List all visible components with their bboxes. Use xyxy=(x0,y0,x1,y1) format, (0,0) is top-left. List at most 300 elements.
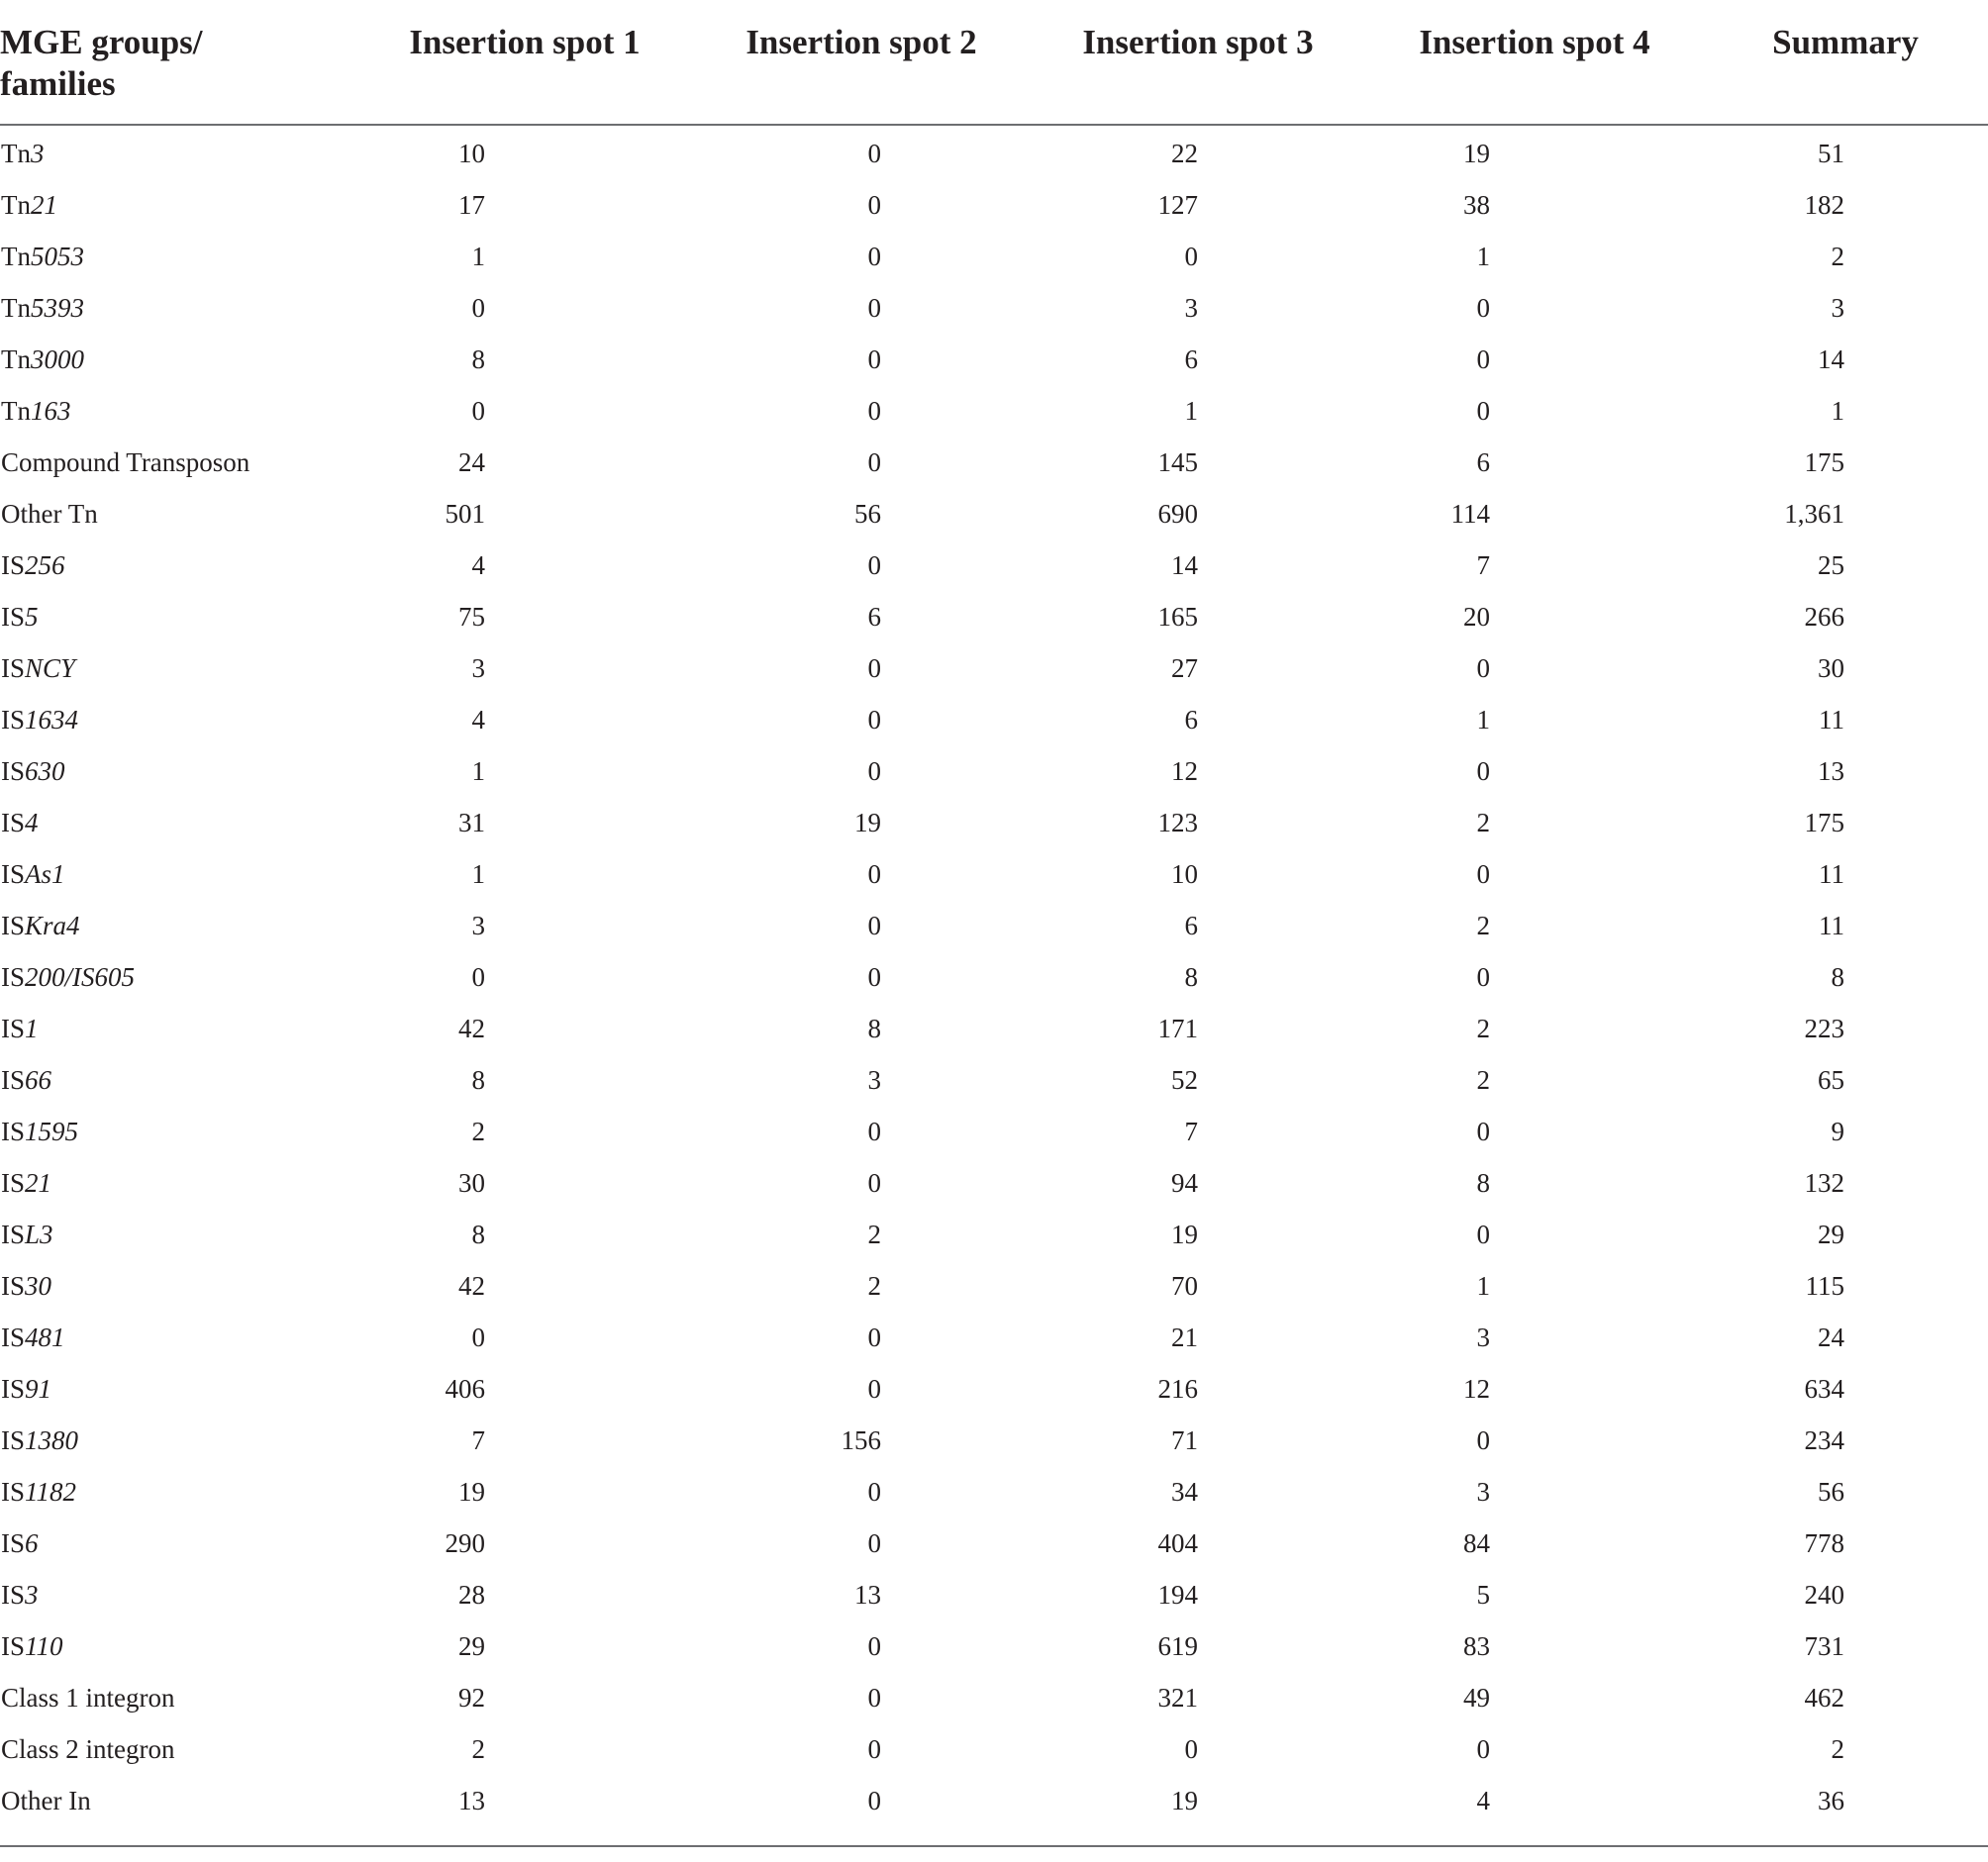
row-mge-name xyxy=(0,1157,356,1209)
table-row xyxy=(0,488,1988,539)
insertion-spot-3-value: 8 xyxy=(1184,961,1198,992)
insertion-spot-1-value: 7 xyxy=(471,1424,485,1455)
insertion-spot-2-value: 0 xyxy=(867,241,881,271)
mge-name-suffix: 630 xyxy=(25,755,65,786)
row-mge-name xyxy=(0,1672,356,1723)
table-row xyxy=(0,694,1988,745)
insertion-spot-4-value: 0 xyxy=(1476,343,1490,374)
insertion-spot-4-value: 0 xyxy=(1476,292,1490,323)
mge-name-prefix: IS xyxy=(1,1219,26,1249)
insertion-spot-2-value: 0 xyxy=(867,1116,881,1146)
table-row xyxy=(0,1672,1988,1723)
insertion-spot-2-value: 0 xyxy=(867,755,881,786)
insertion-spot-2-value: 0 xyxy=(867,704,881,735)
insertion-spot-4-value: 0 xyxy=(1476,755,1490,786)
table-row xyxy=(0,179,1988,231)
insertion-spot-3-value: 70 xyxy=(1171,1270,1198,1301)
summary-value: 30 xyxy=(1818,652,1844,683)
row-mge-name xyxy=(0,591,356,642)
insertion-spot-4-value: 49 xyxy=(1463,1682,1490,1713)
table-body xyxy=(0,125,1988,1826)
insertion-spot-3-value: 6 xyxy=(1184,343,1198,374)
mge-name-prefix: IS xyxy=(1,858,26,889)
table-row xyxy=(0,334,1988,385)
summary-value: 115 xyxy=(1805,1270,1844,1301)
table-row xyxy=(0,1054,1988,1106)
insertion-spot-4-value: 12 xyxy=(1463,1373,1490,1404)
mge-name-prefix: Other Tn xyxy=(1,498,98,529)
mge-name-suffix: 3 xyxy=(25,1579,39,1610)
insertion-spot-1-value: 42 xyxy=(458,1013,485,1043)
header-insertion-spot-3: Insertion spot 3 xyxy=(1030,0,1366,125)
insertion-spot-1-value: 1 xyxy=(471,241,485,271)
insertion-spot-2-value: 0 xyxy=(867,446,881,477)
mge-name-suffix: 4 xyxy=(25,807,39,837)
insertion-spot-3-value: 216 xyxy=(1157,1373,1198,1404)
insertion-spot-4-value: 84 xyxy=(1463,1527,1490,1558)
table-bottom-rule xyxy=(0,1845,1988,1847)
insertion-spot-2-value: 0 xyxy=(867,1527,881,1558)
summary-value: 1 xyxy=(1831,395,1844,426)
insertion-spot-3-value: 6 xyxy=(1184,910,1198,940)
insertion-spot-4-value: 2 xyxy=(1476,1013,1490,1043)
insertion-spot-1-value: 28 xyxy=(458,1579,485,1610)
mge-name-prefix: Tn xyxy=(1,189,31,220)
insertion-spot-2-value: 0 xyxy=(867,1373,881,1404)
row-mge-name xyxy=(0,1466,356,1518)
table-row xyxy=(0,1209,1988,1260)
row-mge-name xyxy=(0,1209,356,1260)
insertion-spot-2-value: 0 xyxy=(867,1733,881,1764)
row-mge-name xyxy=(0,1775,356,1826)
row-mge-name xyxy=(0,539,356,591)
insertion-spot-4-value: 114 xyxy=(1450,498,1490,529)
row-mge-name xyxy=(0,1106,356,1157)
mge-name-prefix: IS xyxy=(1,704,26,735)
table-row xyxy=(0,745,1988,797)
insertion-spot-3-value: 14 xyxy=(1171,549,1198,580)
summary-value: 223 xyxy=(1804,1013,1844,1043)
insertion-spot-2-value: 0 xyxy=(867,1682,881,1713)
mge-name-prefix: IS xyxy=(1,1630,26,1661)
mge-name-suffix: 1182 xyxy=(25,1476,77,1507)
summary-value: 1,361 xyxy=(1784,498,1844,529)
mge-name-prefix: Other In xyxy=(1,1785,91,1815)
insertion-spot-1-value: 24 xyxy=(458,446,485,477)
table-row xyxy=(0,1312,1988,1363)
insertion-spot-2-value: 0 xyxy=(867,292,881,323)
mge-name-suffix: Kra4 xyxy=(25,910,80,940)
insertion-spot-3-value: 0 xyxy=(1184,241,1198,271)
mge-name-suffix: NCY xyxy=(25,652,76,683)
insertion-spot-2-value: 0 xyxy=(867,1167,881,1198)
mge-name-suffix: 1380 xyxy=(25,1424,79,1455)
insertion-spot-3-value: 10 xyxy=(1171,858,1198,889)
insertion-spot-2-value: 2 xyxy=(867,1219,881,1249)
table-header xyxy=(0,0,1988,125)
summary-value: 65 xyxy=(1818,1064,1844,1095)
table-row xyxy=(0,1106,1988,1157)
insertion-spot-2-value: 0 xyxy=(867,910,881,940)
insertion-spot-3-value: 404 xyxy=(1157,1527,1198,1558)
mge-name-prefix: IS xyxy=(1,1527,26,1558)
insertion-spot-3-value: 21 xyxy=(1171,1322,1198,1352)
insertion-spot-2-value: 156 xyxy=(841,1424,881,1455)
summary-value: 9 xyxy=(1831,1116,1844,1146)
insertion-spot-4-value: 19 xyxy=(1463,138,1490,168)
insertion-spot-3-value: 94 xyxy=(1171,1167,1198,1198)
table-row xyxy=(0,125,1988,179)
insertion-spot-1-value: 30 xyxy=(458,1167,485,1198)
insertion-spot-1-value: 0 xyxy=(471,395,485,426)
table-row xyxy=(0,1415,1988,1466)
insertion-spot-1-value: 42 xyxy=(458,1270,485,1301)
insertion-spot-1-value: 31 xyxy=(458,807,485,837)
mge-name-prefix: IS xyxy=(1,1424,26,1455)
summary-value: 2 xyxy=(1831,1733,1844,1764)
summary-value: 3 xyxy=(1831,292,1844,323)
summary-value: 29 xyxy=(1818,1219,1844,1249)
header-insertion-spot-4: Insertion spot 4 xyxy=(1366,0,1703,125)
table-row xyxy=(0,1620,1988,1672)
insertion-spot-3-value: 321 xyxy=(1157,1682,1198,1713)
mge-name-suffix: L3 xyxy=(25,1219,53,1249)
summary-value: 266 xyxy=(1804,601,1844,632)
mge-name-prefix: IS xyxy=(1,549,26,580)
row-mge-name xyxy=(0,488,356,539)
mge-name-prefix: IS xyxy=(1,1373,26,1404)
insertion-spot-4-value: 2 xyxy=(1476,807,1490,837)
row-mge-name xyxy=(0,797,356,848)
summary-value: 14 xyxy=(1818,343,1844,374)
table-row xyxy=(0,642,1988,694)
insertion-spot-3-value: 194 xyxy=(1157,1579,1198,1610)
insertion-spot-4-value: 2 xyxy=(1476,1064,1490,1095)
mge-name-prefix: Compound Transposon xyxy=(1,446,250,477)
insertion-spot-4-value: 0 xyxy=(1476,1424,1490,1455)
summary-value: 56 xyxy=(1818,1476,1844,1507)
insertion-spot-3-value: 7 xyxy=(1184,1116,1198,1146)
summary-value: 240 xyxy=(1804,1579,1844,1610)
mge-name-suffix: 200/IS605 xyxy=(25,961,136,992)
insertion-spot-2-value: 0 xyxy=(867,1630,881,1661)
table-row xyxy=(0,1363,1988,1415)
mge-name-suffix: 1595 xyxy=(25,1116,79,1146)
mge-name-prefix: IS xyxy=(1,910,26,940)
table-row xyxy=(0,1569,1988,1620)
row-mge-name xyxy=(0,900,356,951)
insertion-spot-1-value: 2 xyxy=(471,1116,485,1146)
insertion-spot-1-value: 0 xyxy=(471,292,485,323)
mge-name-prefix: Class 1 integron xyxy=(1,1682,175,1713)
mge-name-suffix: 5393 xyxy=(31,292,84,323)
insertion-spot-1-value: 17 xyxy=(458,189,485,220)
insertion-spot-2-value: 0 xyxy=(867,549,881,580)
mge-name-prefix: IS xyxy=(1,961,26,992)
insertion-spot-1-value: 8 xyxy=(471,1064,485,1095)
insertion-spot-4-value: 0 xyxy=(1476,961,1490,992)
summary-value: 2 xyxy=(1831,241,1844,271)
insertion-spot-1-value: 1 xyxy=(471,858,485,889)
insertion-spot-2-value: 0 xyxy=(867,1785,881,1815)
table-row xyxy=(0,951,1988,1003)
insertion-spot-3-value: 3 xyxy=(1184,292,1198,323)
mge-name-prefix: IS xyxy=(1,755,26,786)
mge-name-suffix: 21 xyxy=(25,1167,52,1198)
row-mge-name xyxy=(0,1003,356,1054)
insertion-spot-2-value: 0 xyxy=(867,343,881,374)
mge-name-suffix: 256 xyxy=(25,549,65,580)
mge-name-prefix: IS xyxy=(1,652,26,683)
mge-name-prefix: IS xyxy=(1,1322,26,1352)
mge-name-prefix: IS xyxy=(1,1579,26,1610)
insertion-spot-4-value: 20 xyxy=(1463,601,1490,632)
table-row xyxy=(0,1723,1988,1775)
insertion-spot-3-value: 1 xyxy=(1184,395,1198,426)
summary-value: 778 xyxy=(1804,1527,1844,1558)
insertion-spot-4-value: 38 xyxy=(1463,189,1490,220)
mge-name-suffix: 481 xyxy=(25,1322,65,1352)
mge-name-suffix: 3 xyxy=(31,138,45,168)
row-mge-name xyxy=(0,848,356,900)
header-row xyxy=(0,0,1988,125)
row-mge-name xyxy=(0,1054,356,1106)
insertion-spot-2-value: 0 xyxy=(867,1322,881,1352)
row-mge-name xyxy=(0,694,356,745)
summary-value: 8 xyxy=(1831,961,1844,992)
header-insertion-spot-1: Insertion spot 1 xyxy=(356,0,693,125)
summary-value: 51 xyxy=(1818,138,1844,168)
insertion-spot-1-value: 8 xyxy=(471,1219,485,1249)
insertion-spot-3-value: 123 xyxy=(1157,807,1198,837)
insertion-spot-3-value: 0 xyxy=(1184,1733,1198,1764)
row-mge-name xyxy=(0,1312,356,1363)
row-mge-name xyxy=(0,1260,356,1312)
table-row xyxy=(0,539,1988,591)
insertion-spot-3-value: 19 xyxy=(1171,1785,1198,1815)
insertion-spot-4-value: 0 xyxy=(1476,858,1490,889)
row-mge-name xyxy=(0,385,356,437)
mge-name-suffix: 91 xyxy=(25,1373,52,1404)
row-mge-name xyxy=(0,1723,356,1775)
row-mge-name xyxy=(0,179,356,231)
insertion-spot-1-value: 19 xyxy=(458,1476,485,1507)
row-mge-name xyxy=(0,437,356,488)
row-mge-name xyxy=(0,951,356,1003)
table-row xyxy=(0,231,1988,282)
insertion-spot-1-value: 92 xyxy=(458,1682,485,1713)
summary-value: 731 xyxy=(1804,1630,1844,1661)
summary-value: 175 xyxy=(1804,446,1844,477)
insertion-spot-4-value: 0 xyxy=(1476,652,1490,683)
table-row xyxy=(0,1775,1988,1826)
insertion-spot-4-value: 4 xyxy=(1476,1785,1490,1815)
insertion-spot-1-value: 2 xyxy=(471,1733,485,1764)
table-row xyxy=(0,1157,1988,1209)
insertion-spot-1-value: 1 xyxy=(471,755,485,786)
mge-name-suffix: 5 xyxy=(25,601,39,632)
insertion-spot-1-value: 3 xyxy=(471,652,485,683)
table-row xyxy=(0,1466,1988,1518)
mge-name-prefix: Tn xyxy=(1,138,31,168)
insertion-spot-4-value: 3 xyxy=(1476,1476,1490,1507)
insertion-spot-2-value: 0 xyxy=(867,189,881,220)
mge-name-prefix: Tn xyxy=(1,292,31,323)
insertion-spot-1-value: 501 xyxy=(445,498,485,529)
table-row xyxy=(0,1260,1988,1312)
insertion-spot-1-value: 406 xyxy=(445,1373,485,1404)
insertion-spot-2-value: 2 xyxy=(867,1270,881,1301)
insertion-spot-4-value: 1 xyxy=(1476,1270,1490,1301)
insertion-spot-4-value: 1 xyxy=(1476,704,1490,735)
insertion-spot-4-value: 83 xyxy=(1463,1630,1490,1661)
mge-name-suffix: 21 xyxy=(31,189,57,220)
table-row xyxy=(0,591,1988,642)
insertion-spot-1-value: 0 xyxy=(471,961,485,992)
header-mge-groups xyxy=(0,0,356,125)
insertion-spot-1-value: 4 xyxy=(471,549,485,580)
insertion-spot-2-value: 0 xyxy=(867,858,881,889)
header-mge-groups-line2: families xyxy=(0,64,116,103)
insertion-spot-1-value: 29 xyxy=(458,1630,485,1661)
summary-value: 182 xyxy=(1804,189,1844,220)
summary-value: 11 xyxy=(1819,704,1844,735)
insertion-spot-2-value: 8 xyxy=(867,1013,881,1043)
mge-name-prefix: IS xyxy=(1,1064,26,1095)
insertion-spot-3-value: 171 xyxy=(1157,1013,1198,1043)
insertion-spot-3-value: 27 xyxy=(1171,652,1198,683)
mge-name-suffix: 6 xyxy=(25,1527,39,1558)
header-mge-groups-line1: MGE groups/ xyxy=(0,23,203,61)
mge-name-suffix: 5053 xyxy=(31,241,84,271)
mge-name-suffix: As1 xyxy=(25,858,65,889)
insertion-spot-3-value: 6 xyxy=(1184,704,1198,735)
mge-name-suffix: 30 xyxy=(25,1270,52,1301)
mge-name-prefix: IS xyxy=(1,601,26,632)
header-summary: Summary xyxy=(1703,0,1988,125)
mge-name-prefix: IS xyxy=(1,1013,26,1043)
insertion-spot-4-value: 0 xyxy=(1476,395,1490,426)
insertion-spot-2-value: 0 xyxy=(867,395,881,426)
insertion-spot-2-value: 0 xyxy=(867,1476,881,1507)
row-mge-name xyxy=(0,1518,356,1569)
insertion-spot-4-value: 7 xyxy=(1476,549,1490,580)
row-mge-name xyxy=(0,231,356,282)
summary-value: 634 xyxy=(1804,1373,1844,1404)
insertion-spot-2-value: 3 xyxy=(867,1064,881,1095)
insertion-spot-4-value: 1 xyxy=(1476,241,1490,271)
insertion-spot-3-value: 690 xyxy=(1157,498,1198,529)
summary-value: 11 xyxy=(1819,910,1844,940)
insertion-spot-3-value: 52 xyxy=(1171,1064,1198,1095)
insertion-spot-3-value: 12 xyxy=(1171,755,1198,786)
insertion-spot-3-value: 19 xyxy=(1171,1219,1198,1249)
row-mge-name xyxy=(0,1415,356,1466)
mge-name-prefix: Tn xyxy=(1,241,31,271)
table-row xyxy=(0,900,1988,951)
table-row xyxy=(0,848,1988,900)
table-row xyxy=(0,1003,1988,1054)
row-mge-name xyxy=(0,1363,356,1415)
table-row xyxy=(0,797,1988,848)
insertion-spot-3-value: 619 xyxy=(1157,1630,1198,1661)
mge-name-prefix: IS xyxy=(1,1476,26,1507)
row-mge-name xyxy=(0,745,356,797)
row-mge-name xyxy=(0,282,356,334)
table-row xyxy=(0,282,1988,334)
insertion-spot-1-value: 4 xyxy=(471,704,485,735)
mge-name-prefix: Class 2 integron xyxy=(1,1733,175,1764)
summary-value: 132 xyxy=(1804,1167,1844,1198)
insertion-spot-3-value: 71 xyxy=(1171,1424,1198,1455)
insertion-spot-1-value: 75 xyxy=(458,601,485,632)
row-mge-name xyxy=(0,125,356,179)
summary-value: 11 xyxy=(1819,858,1844,889)
insertion-spot-4-value: 3 xyxy=(1476,1322,1490,1352)
insertion-spot-1-value: 0 xyxy=(471,1322,485,1352)
mge-name-prefix: IS xyxy=(1,1167,26,1198)
mge-name-suffix: 3000 xyxy=(31,343,84,374)
table-row xyxy=(0,437,1988,488)
insertion-spot-2-value: 0 xyxy=(867,652,881,683)
insertion-spot-1-value: 13 xyxy=(458,1785,485,1815)
insertion-spot-4-value: 0 xyxy=(1476,1733,1490,1764)
insertion-spot-2-value: 13 xyxy=(854,1579,881,1610)
insertion-spot-4-value: 6 xyxy=(1476,446,1490,477)
summary-value: 24 xyxy=(1818,1322,1844,1352)
insertion-spot-3-value: 165 xyxy=(1157,601,1198,632)
mge-name-prefix: Tn xyxy=(1,395,31,426)
summary-value: 234 xyxy=(1804,1424,1844,1455)
insertion-spot-4-value: 0 xyxy=(1476,1219,1490,1249)
insertion-spot-2-value: 19 xyxy=(854,807,881,837)
row-mge-name xyxy=(0,1620,356,1672)
summary-value: 25 xyxy=(1818,549,1844,580)
insertion-spot-2-value: 0 xyxy=(867,961,881,992)
insertion-spot-4-value: 0 xyxy=(1476,1116,1490,1146)
mge-name-suffix: 110 xyxy=(25,1630,63,1661)
insertion-spot-2-value: 6 xyxy=(867,601,881,632)
summary-value: 36 xyxy=(1818,1785,1844,1815)
row-mge-name xyxy=(0,334,356,385)
insertion-spot-2-value: 0 xyxy=(867,138,881,168)
summary-value: 175 xyxy=(1804,807,1844,837)
table-row xyxy=(0,1518,1988,1569)
insertion-spot-3-value: 127 xyxy=(1157,189,1198,220)
row-mge-name xyxy=(0,1569,356,1620)
mge-name-suffix: 1 xyxy=(25,1013,39,1043)
insertion-spot-1-value: 290 xyxy=(445,1527,485,1558)
insertion-spot-3-value: 22 xyxy=(1171,138,1198,168)
insertion-spot-1-value: 8 xyxy=(471,343,485,374)
header-insertion-spot-2: Insertion spot 2 xyxy=(693,0,1030,125)
table-row xyxy=(0,385,1988,437)
mge-name-suffix: 66 xyxy=(25,1064,52,1095)
mge-name-prefix: IS xyxy=(1,1270,26,1301)
mge-name-suffix: 1634 xyxy=(25,704,79,735)
summary-value: 13 xyxy=(1818,755,1844,786)
insertion-spot-3-value: 34 xyxy=(1171,1476,1198,1507)
mge-name-prefix: IS xyxy=(1,807,26,837)
mge-name-prefix: IS xyxy=(1,1116,26,1146)
insertion-spot-1-value: 3 xyxy=(471,910,485,940)
insertion-spot-4-value: 2 xyxy=(1476,910,1490,940)
row-mge-name xyxy=(0,642,356,694)
insertion-spot-3-value: 145 xyxy=(1157,446,1198,477)
mge-name-suffix: 163 xyxy=(31,395,71,426)
summary-value: 462 xyxy=(1804,1682,1844,1713)
insertion-spot-4-value: 8 xyxy=(1476,1167,1490,1198)
